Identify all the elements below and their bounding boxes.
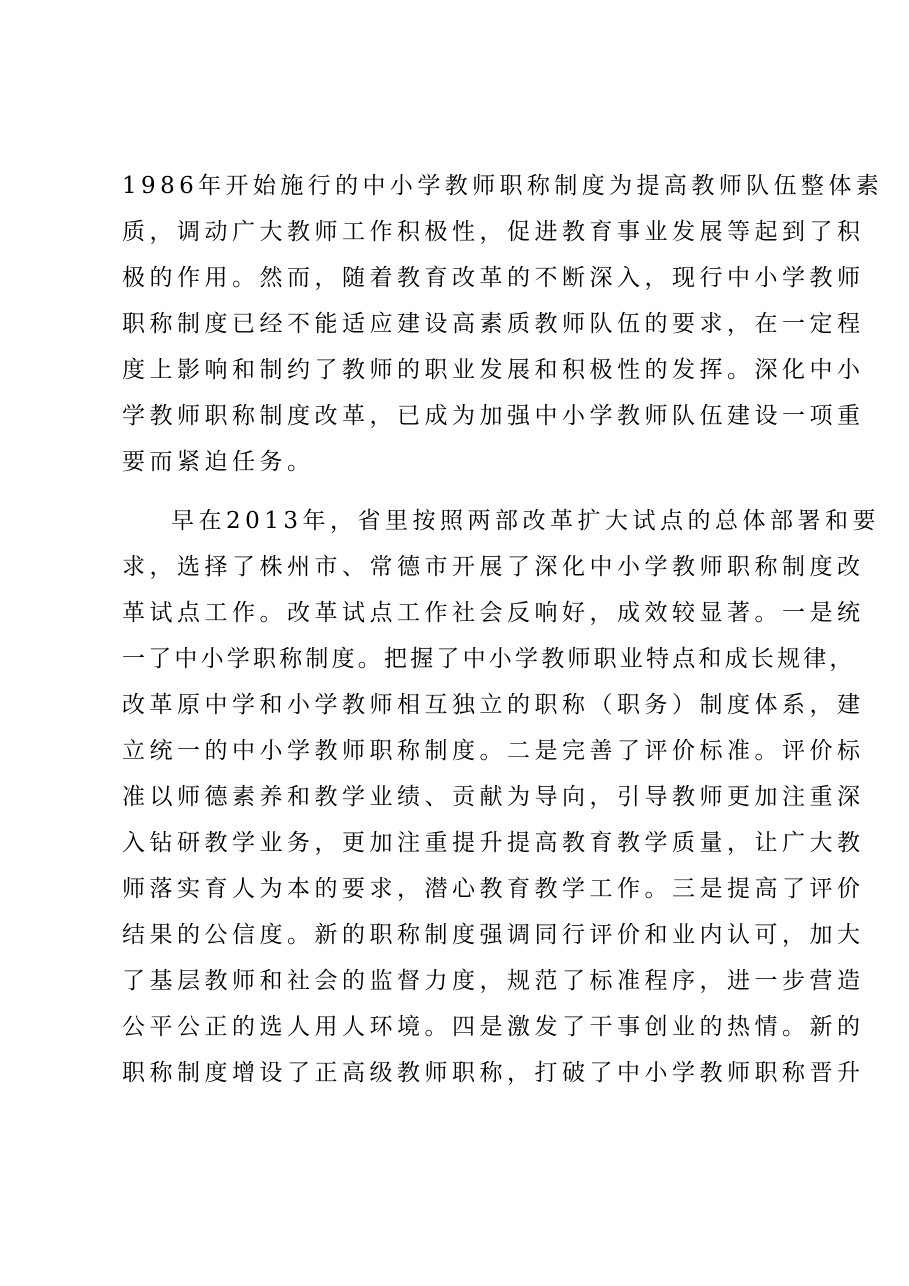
paragraph-2-line-9: 师落实育人为本的要求，潜心教育教学工作。三是提高了评价: [122, 876, 865, 902]
paragraph-2-line-3: 革试点工作。改革试点工作社会反响好，成效较显著。一是统: [122, 600, 865, 626]
paragraph-2-line-11: 了基层教师和社会的监督力度，规范了标准程序，进一步营造: [122, 968, 865, 994]
paragraph-1-line-4: 职称制度已经不能适应建设高素质教师队伍的要求，在一定程: [122, 311, 865, 337]
paragraph-1-line-3: 极的作用。然而，随着教育改革的不断深入，现行中小学教师: [122, 265, 865, 291]
paragraph-1-line-7: 要而紧迫任务。: [122, 449, 315, 475]
paragraph-2-line-12: 公平公正的选人用人环境。四是激发了干事创业的热情。新的: [122, 1014, 865, 1040]
paragraph-2-line-7: 准以师德素养和教学业绩、贡献为导向，引导教师更加注重深: [122, 784, 865, 810]
paragraph-2-line-6: 立统一的中小学教师职称制度。二是完善了评价标准。评价标: [122, 738, 865, 764]
paragraph-2-line-10: 结果的公信度。新的职称制度强调同行评价和业内认可，加大: [122, 922, 865, 948]
paragraph-2-line-5: 改革原中学和小学教师相互独立的职称（职务）制度体系，建: [122, 692, 865, 718]
paragraph-2-line-4: 一了中小学职称制度。把握了中小学教师职业特点和成长规律，: [122, 646, 856, 672]
paragraph-2-line-2: 求，选择了株州市、常德市开展了深化中小学教师职称制度改: [122, 554, 865, 580]
paragraph-2-line-1: 早在2013年，省里按照两部改革扩大试点的总体部署和要: [171, 508, 881, 534]
paragraph-1-line-2: 质，调动广大教师工作积极性，促进教育事业发展等起到了积: [122, 219, 865, 245]
paragraph-1-line-5: 度上影响和制约了教师的职业发展和积极性的发挥。深化中小: [122, 357, 865, 383]
paragraph-1-line-1: 1986年开始施行的中小学教师职称制度为提高教师队伍整体素: [122, 173, 884, 199]
paragraph-2-line-8: 入钻研教学业务，更加注重提升提高教育教学质量，让广大教: [122, 830, 865, 856]
paragraph-1-line-6: 学教师职称制度改革，已成为加强中小学教师队伍建设一项重: [122, 403, 865, 429]
paragraph-2-line-13: 职称制度增设了正高级教师职称，打破了中小学教师职称晋升: [122, 1060, 865, 1086]
